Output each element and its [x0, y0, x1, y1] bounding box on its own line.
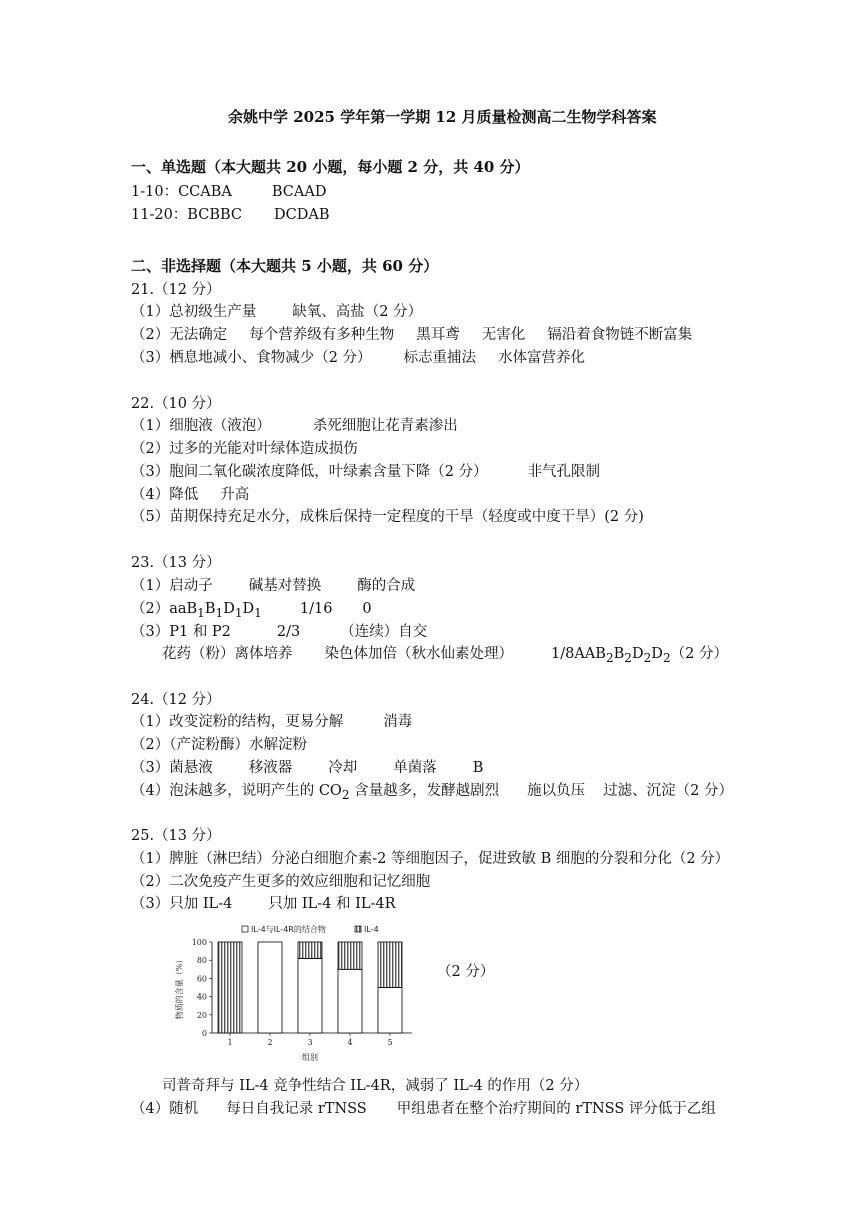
answer-part: （4）降低: [131, 487, 199, 503]
answer-part: （1）总初级生产量: [131, 304, 257, 320]
answer-part: （3）只加 IL-4: [131, 896, 233, 912]
y-tick-label: 40: [196, 992, 207, 1002]
q25-line2: （2）二次免疫产生更多的效应细胞和记忆细胞: [131, 874, 431, 890]
q24-line3: [131, 758, 483, 778]
y-tick-label: 80: [196, 956, 207, 966]
answer-part: （1）启动子: [131, 578, 213, 594]
answer-part: 碱基对替换: [248, 578, 322, 594]
answers-value: BCAAD: [271, 184, 327, 200]
answer-part: 施以负压: [527, 783, 586, 799]
chart-score-note: （2 分）: [437, 964, 495, 980]
answer-part: 2/3: [276, 624, 301, 640]
answer-part: 花药（粉）离体培养: [162, 646, 293, 662]
x-tick-label: 2: [267, 1038, 273, 1047]
answer-part: （4）泡沫越多，说明产生的 $CO_2$ 含量越多，发酵越剧烈: [131, 783, 500, 802]
bar-segment-il4: [218, 942, 242, 1033]
y-tick-label: 100: [191, 938, 207, 947]
answers-label: 11-20：BCBBC: [131, 207, 242, 223]
bar-segment-complex: [338, 969, 362, 1033]
bar-segment-complex: [298, 958, 322, 1033]
answer-part: 移液器: [248, 760, 293, 776]
q22-head: 22.（10 分）: [131, 396, 221, 412]
bar-segment-il4: [378, 942, 402, 988]
x-tick-label: 5: [387, 1038, 393, 1047]
answers-label: 1-10：CCABA: [131, 184, 232, 200]
x-tick-label: 3: [307, 1038, 313, 1047]
answers-row-2: [131, 205, 329, 225]
genotype: $1/8AAB_2B_2D_2D_2(2$ 分）: [551, 646, 728, 665]
q22-line4: [131, 485, 249, 505]
y-tick-label: 60: [196, 974, 207, 984]
genotype: $(2)aaB_1B_1D_1D_1$: [131, 601, 262, 620]
answer-part: 1/16: [299, 601, 333, 617]
answer-part: （2）无法确定: [131, 327, 228, 343]
stacked-bar-chart: [170, 920, 420, 1065]
answer-part: 只加 IL-4 和 IL-4R: [268, 896, 396, 912]
answer-part: B: [472, 760, 484, 776]
legend-label-complex: IL-4与IL-4R的结合物: [251, 925, 326, 934]
answers-value: DCDAB: [274, 207, 330, 223]
answers-row-1: [131, 182, 326, 202]
answer-part: 染色体加倍（秋水仙素处理）: [324, 646, 513, 662]
q23-line2: [131, 599, 372, 623]
q21-line1: [131, 302, 422, 322]
bar-segment-complex: [258, 942, 282, 1033]
chart-svg: [170, 920, 420, 1065]
answer-part: （3）菌悬液: [131, 760, 213, 776]
q22-line3: [131, 462, 600, 482]
answer-part: 每日自我记录 rTNSS: [226, 1101, 367, 1117]
answer-part: （1）改变淀粉的结构，更易分解: [131, 714, 344, 730]
q23-line4: [162, 644, 728, 668]
q25-line5: [131, 1099, 716, 1119]
answer-part: 升高: [220, 487, 250, 503]
answer-part: 镉沿着食物链不断富集: [547, 327, 693, 343]
answer-part: 非气孔限制: [527, 464, 601, 480]
answer-part: （3）P1 和 P2: [131, 624, 231, 640]
answer-part: （1）细胞液（液泡）: [131, 418, 271, 434]
answer-part: 0: [362, 601, 372, 617]
y-tick-label: 20: [196, 1010, 207, 1020]
y-axis-label: 物质的含量（%）: [175, 955, 184, 1020]
answer-part: 酶的合成: [357, 578, 416, 594]
section1-heading: 一、单选题（本大题共 20 小题，每小题 2 分，共 40 分）: [131, 158, 530, 176]
q25-head: 25.（13 分）: [131, 828, 221, 844]
x-tick-label: 4: [347, 1038, 353, 1047]
section2-heading: 二、非选择题（本大题共 5 小题，共 60 分）: [131, 257, 439, 275]
q22-line5: （5）苗期保持充足水分，成株后保持一定程度的干旱（轻度或中度干旱）(2 分): [131, 509, 644, 525]
bar-segment-il4: [298, 942, 322, 958]
q25-line3: [131, 894, 396, 914]
q21-line2: [131, 325, 692, 345]
q22-line2: （2）过多的光能对叶绿体造成损伤: [131, 441, 358, 457]
q23-line1: [131, 576, 415, 596]
answer-part: 杀死细胞让花青素渗出: [312, 418, 458, 434]
answer-part: 甲组患者在整个治疗期间的 rTNSS 评分低于乙组: [396, 1101, 716, 1117]
q25-line1: （1）脾脏（淋巴结）分泌白细胞介素-2 等细胞因子，促进致敏 B 细胞的分裂和分化（2 分）: [131, 851, 730, 867]
answer-part: 无害化: [481, 327, 526, 343]
q21-head: 21.（12 分）: [131, 282, 221, 298]
q21-line3: [131, 348, 585, 368]
legend-swatch-il4: [355, 926, 361, 932]
answer-part: （3）栖息地减小、食物减少（2 分）: [131, 350, 372, 366]
answer-part: 过滤、沉淀（2 分）: [603, 783, 733, 799]
q24-head: 24.（12 分）: [131, 692, 221, 708]
legend-swatch-complex: [242, 926, 248, 932]
page-title: 余姚中学 2025 学年第一学期 12 月质量检测高二生物学科答案: [228, 108, 657, 126]
answer-part: （连续）自交: [340, 624, 428, 640]
answer-part: 每个营养级有多种生物: [249, 327, 395, 343]
answer-part: 消毒: [383, 714, 413, 730]
x-tick-label: 1: [227, 1038, 233, 1047]
answer-part: 黑耳鸢: [416, 327, 460, 343]
answer-part: 水体富营养化: [498, 350, 586, 366]
q24-line1: [131, 712, 412, 732]
q23-head: 23.（13 分）: [131, 555, 221, 571]
q23-line3: [131, 622, 427, 642]
q24-line2: （2）（产淀粉酶）水解淀粉: [131, 737, 307, 753]
x-axis-label: 组别: [302, 1053, 318, 1062]
q22-line1: [131, 416, 458, 436]
bar-segment-il4: [338, 942, 362, 969]
legend-label-il4: IL-4: [364, 925, 379, 934]
answer-part: 标志重捕法: [403, 350, 477, 366]
y-tick-label: 0: [201, 1029, 207, 1038]
answer-part: 冷却: [328, 760, 358, 776]
answer-part: （3）胞间二氧化碳浓度降低，叶绿素含量下降（2 分）: [131, 464, 488, 480]
bar-segment-complex: [378, 988, 402, 1034]
answer-part: （4）随机: [131, 1101, 199, 1117]
q24-line4: [131, 781, 733, 805]
q25-line4: 司普奇拜与 IL-4 竞争性结合 IL-4R，减弱了 IL-4 的作用（2 分）: [162, 1078, 589, 1094]
answer-part: 单菌落: [393, 760, 437, 776]
answer-part: 缺氧、高盐（2 分）: [292, 304, 423, 320]
